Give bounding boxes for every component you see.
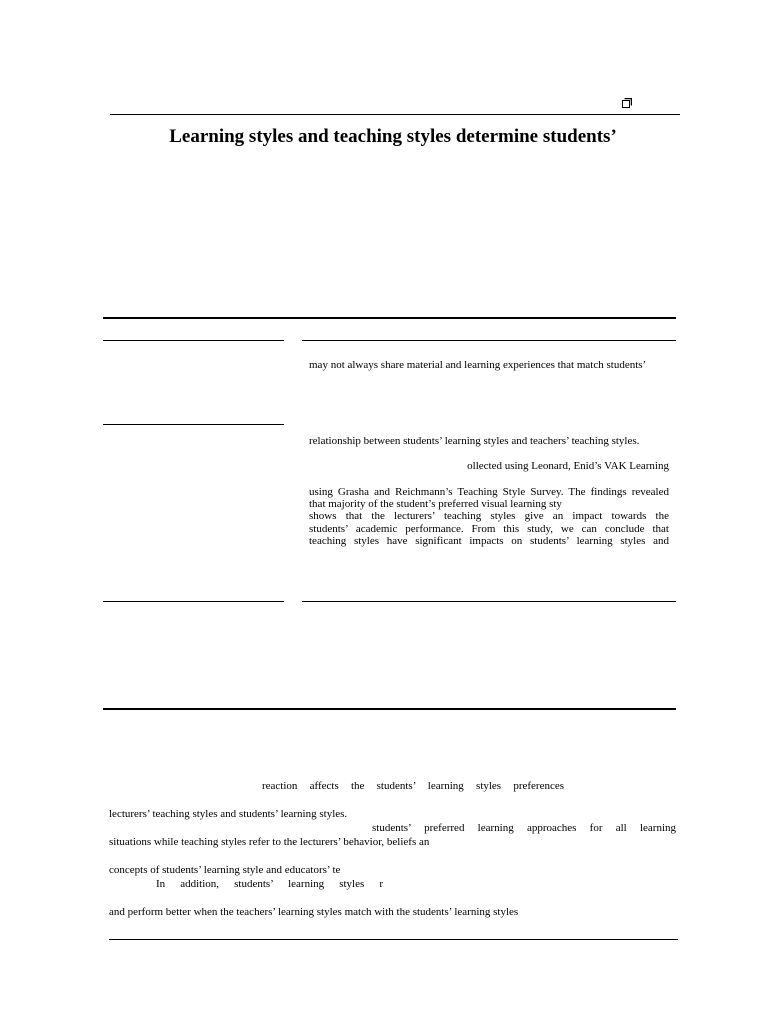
abstract-top-rule	[103, 317, 676, 319]
abstract-line-7: students’ academic performance. From this study, we can conclude that	[309, 523, 669, 535]
abstract-bottom-rule	[302, 601, 676, 602]
frame-bottom-rule	[103, 708, 676, 710]
article-info-bottom-rule	[103, 601, 284, 602]
abstract-line-8: teaching styles have significant impacts on students’ learning styles and	[309, 535, 669, 547]
body-line-5: concepts of students’ learning style and educators’ te	[109, 864, 341, 876]
article-info-rule	[103, 340, 284, 341]
abstract-line-6: shows that the lecturers’ teaching styles give an impact towards the	[309, 510, 669, 522]
footer-rule	[109, 939, 678, 940]
body-line-4: situations while teaching styles refer to the lecturers’ behavior, beliefs an	[109, 836, 430, 848]
body-line-3: students’ preferred learning approaches for all learning	[372, 822, 676, 834]
abstract-line-2: relationship between students’ learning styles and teachers’ teaching styles.	[309, 435, 640, 447]
checkbox-icon	[622, 98, 632, 108]
article-info-rule-2	[103, 424, 284, 425]
body-line-2: lecturers’ teaching styles and students’ learning styles.	[109, 808, 348, 820]
paper-title: Learning styles and teaching styles determine students’	[169, 126, 617, 147]
abstract-line-3: ollected using Leonard, Enid’s VAK Learning	[467, 460, 669, 472]
abstract-line-1: may not always share material and learning experiences that match students’	[309, 359, 647, 371]
body-line-7: and perform better when the teachers’ learning styles match with the students’ learning styles	[109, 906, 519, 918]
header-rule	[110, 114, 680, 115]
abstract-heading-rule	[302, 340, 676, 341]
body-line-1: reaction affects the students’ learning styles preferences	[262, 780, 564, 792]
body-line-6: In addition, students’ learning styles r	[156, 878, 383, 890]
abstract-line-5: that majority of the student’s preferred visual learning sty	[309, 498, 562, 510]
abstract-line-4: using Grasha and Reichmann’s Teaching Style Survey. The findings revealed	[309, 486, 669, 498]
